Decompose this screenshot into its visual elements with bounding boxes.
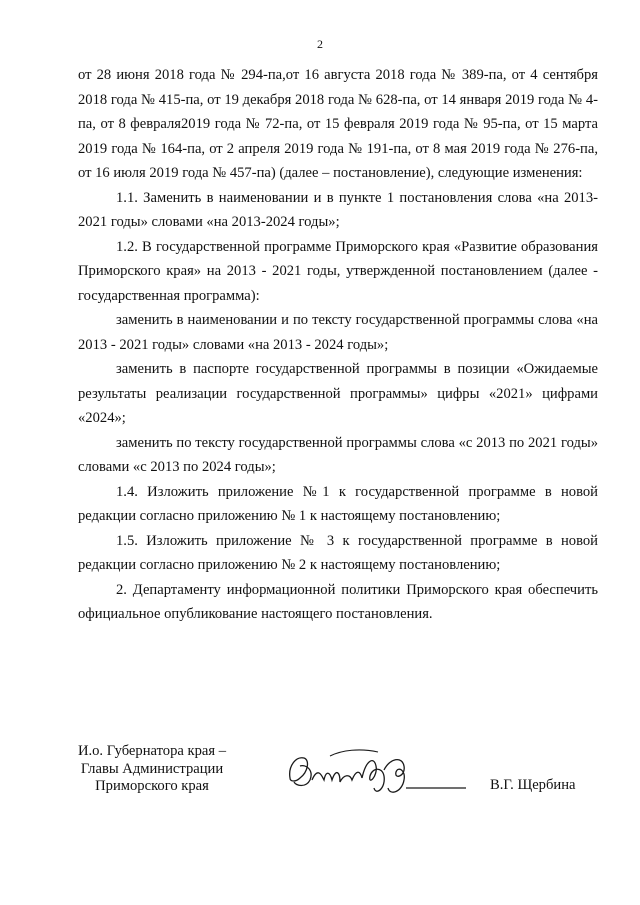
paragraph: 1.5. Изложить приложение № 3 к государственной программе в новой редакции согласно приложению № 2 к настоящему постановлению; [78, 532, 598, 573]
signatory-title-line: И.о. Губернатора края – [77, 743, 227, 759]
paragraph: 1.4. Изложить приложение №1 к государственной программе в новой редакции согласно приложению № 1 к настоящему постановлению; [78, 483, 598, 524]
paragraph: заменить в паспорте государственной программы в позиции «Ожидаемые результаты реализации государственной программы» цифры «2021» цифрами «2024»; [78, 361, 598, 426]
signatory-name: В.Г. Щербина [490, 777, 576, 793]
paragraph: 1.1. Заменить в наименовании и в пункте 1 постановления слова «на 2013-2021 годы» словами «на 2013-2024 годы»; [78, 189, 598, 230]
page-number: 2 [317, 37, 323, 51]
paragraph: заменить в наименовании и по тексту государственной программы слова «на 2013 - 2021 годы» словами «на 2013 - 2024 годы»; [78, 312, 598, 353]
paragraph: 2. Департаменту информационной политики Приморского края обеспечить официальное опубликование настоящего постановления. [78, 581, 598, 622]
document-body [78, 63, 598, 627]
signatory-title [72, 743, 232, 796]
handwritten-signature [270, 736, 470, 806]
signatory-title-line: Главы Администрации [80, 760, 224, 777]
paragraph: заменить по тексту государственной программы слова «с 2013 по 2021 годы» словами «с 2013 по 2024 годы»; [78, 434, 598, 475]
paragraph: от 28 июня 2018 года № 294-па,от 16 августа 2018 года № 389-па, от 4 сентября 2018 года № 415-па, от 19 декабря 2018 года № 628-па, от 14 января 2019 года № 4-па, от 8 февраля2019 года № 72-па, от 15 февраля 2019 года № 95-па, от 15 марта 2019 года № 164-па, от 2 апреля 2019 года № 191-па, от 8 мая 2019 года № 276-па, от 16 июля 2019 года № 457-па) (далее – постановление), следующие изменения: [78, 67, 598, 181]
signatory-title-line: Приморского края [95, 778, 209, 794]
paragraph: 1.2. В государственной программе Приморского края «Развитие образования Приморского края» на 2013 - 2021 годы, утвержденной постановлением (далее - государственная программа): [78, 238, 598, 304]
